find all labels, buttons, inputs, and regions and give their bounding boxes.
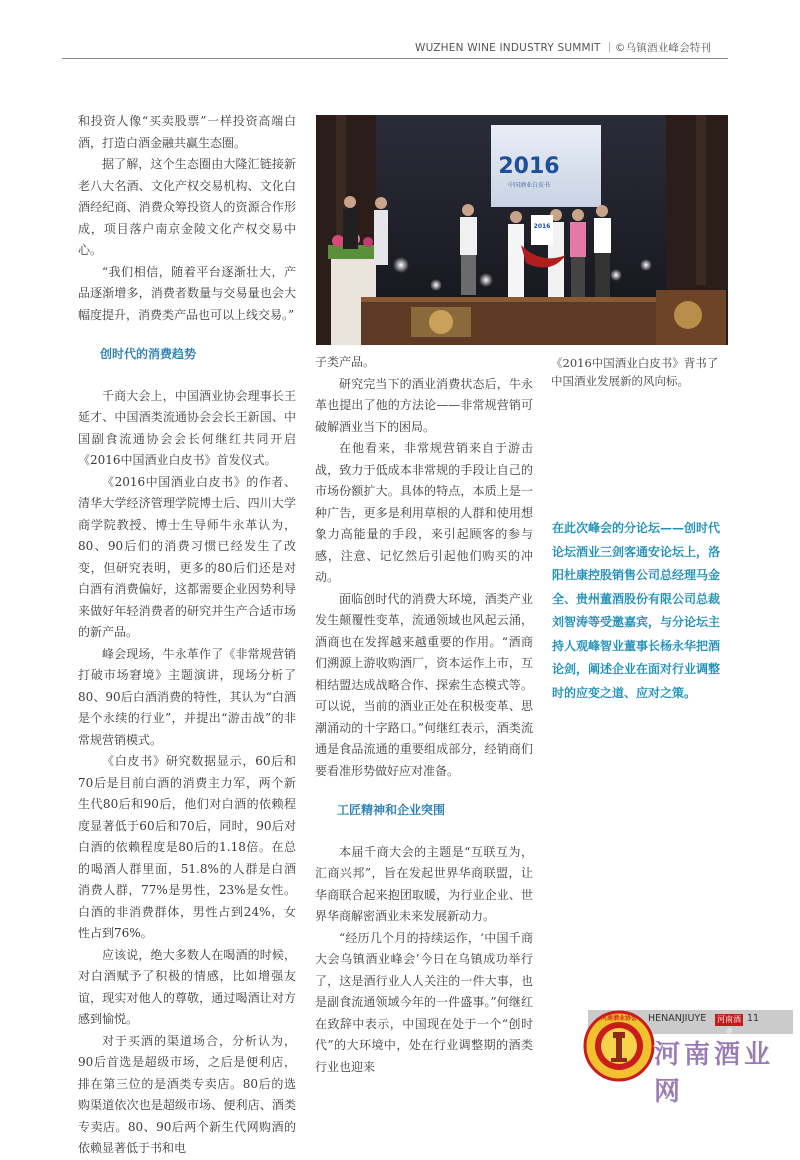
paragraph: “我们相信，随着平台逐渐壮大，产品逐渐增多，消费者数量与交易量也会大幅度提升，消费类产品也可以上线交易。” [78, 264, 296, 322]
left-column [78, 111, 296, 1160]
logo-text: 河南酒业协会 [600, 1015, 638, 1022]
paragraph: 本届千商大会的主题是“互联互为，汇商兴邦”，旨在发起世界华商联盟，让华商联合起来抱团取暖，为行业企业、世界华商解密酒业未来发展新动力。 [315, 844, 533, 923]
photo-caption: 《2016中国酒业白皮书》背书了中国酒业发展新的风向标。 [551, 356, 719, 388]
screen-year: 2016 [498, 154, 560, 179]
paragraph: 子类产品。 [315, 355, 376, 369]
middle-column [315, 352, 533, 1078]
header-rule [62, 58, 728, 59]
paragraph: 据了解，这个生态圈由大隆汇链接新老八大名酒、文化产权交易机构、文化白酒经纪商、消费众筹投资人的资源合作形成，项目落户南京金陵文化产权交易中心。 [78, 157, 296, 257]
watermark: 河南酒业网 [654, 1040, 775, 1107]
book-prop [531, 215, 553, 245]
association-logo-icon [583, 1010, 655, 1082]
screen-subtitle: 中国酒业白皮书 [507, 182, 551, 189]
paragraph: 和投资人像“买卖股票”一样投资高端白酒，打造白酒金融共赢生态圈。 [78, 114, 296, 150]
book-year: 2016 [533, 223, 551, 230]
paragraph: “经历几个月的持续运作，‘中国千商大会乌镇酒业峰会’今日在乌镇成功举行了，这是酒行业人人关注的一件大事，也是副食流通领域今年的一件盛事。”何继红在致辞中表示，中国现在处于一个“创时代”的大环境中，处在行业调整期的酒类行业也迎来 [315, 930, 533, 1074]
paragraph: 《白皮书》研究数据显示，60后和70后是目前白酒的消费主力军，两个新生代80后和90后，他们对白酒的依赖程度显著低于60后和70后，同时，90后对白酒的依赖程度是80后的1.18倍。在总的喝酒人群里面，51.8%的人群是白酒消费人群，77%是男性，23%是女性。白酒的非消费群体，男性占到24%，女性占到76%。 [78, 754, 296, 940]
stage-illustration [316, 115, 728, 345]
paragraph: 面临创时代的消费大环境，酒类产业发生颠覆性变革，流通领域也风起云涌，酒商也在发挥越来越重要的作用。“酒商们溯源上游收购酒厂，资本运作上市，互相结盟达成战略合作、探索生态模式等。可以说，当前的酒业正处在积极变革、思潮涌动的十字路口。”何继红表示，酒类流通是食品流通的重要组成部分，经销商们要看准形势做好应对准备。 [315, 591, 533, 778]
paragraph: 峰会现场，牛永革作了《非常规营销打破市场窘境》主题演讲，现场分析了80、90后白酒消费的特性，其认为“白酒是个永续的行业”，并提出“游击战”的非常规营销模式。 [78, 646, 296, 747]
paragraph: 研究完当下的酒业消费状态后，牛永革也提出了他的方法论——非常规营销可破解酒业当下的困局。 [315, 376, 533, 434]
section-heading: 工匠精神和企业突围 [337, 803, 446, 817]
event-photo [316, 115, 728, 345]
paragraph: 《2016中国酒业白皮书》的作者、清华大学经济管理学院博士后、四川大学商学院教授、博士生导师牛永革认为，80、90后们的消费习惯已经发生了改变，但研究表明，更多的80后们还是对白酒有消费偏好，这都需要企业因势利导来做好年轻消费者的研究并生产合适市场的新产品。 [78, 474, 296, 639]
paragraph: 应该说，绝大多数人在喝酒的时候，对白酒赋予了积极的情感，比如增强友谊，现实对他人的尊敬，通过喝酒让对方感到愉悦。 [78, 947, 296, 1026]
paragraph: 在他看来，非常规营销来自于游击战，致力于低成本非常规的手段让自己的市场份额扩大。具体的特点，本质上是一种广告，更多是利用草根的人群和使用想象力高能量的手段，来引起顾客的参与感，注意、记忆然后引起他们购买的冲动。 [315, 441, 533, 584]
paragraph: 千商大会上，中国酒业协会理事长王延才、中国酒类流通协会会长王新国、中国副食流通协会会长何继红共同开启《2016中国酒业白皮书》首发仪式。 [78, 388, 296, 467]
paragraph: 对于买酒的渠道场合，分析认为，90后首选是超级市场，之后是便利店，排在第三位的是酒类专卖店。80后的选购渠道依次也是超级市场、便利店、酒类专卖店。80、90后两个新生代网购酒的依赖显著低于书和电 [78, 1033, 296, 1155]
page-number: 11 [747, 1013, 760, 1024]
pull-quote: 在此次峰会的分论坛——创时代论坛酒业三剑客通安论坛上，洛阳杜康控股销售公司总经理马金全、贵州董酒股份有限公司总裁刘智涛等受邀嘉宾，与分论坛主持人观峰智业董事长杨永华把酒论剑，阐述企业在面对行业调整时的应变之道、应对之策。 [552, 521, 721, 700]
footer-badge: 河南酒业 [717, 1015, 741, 1036]
section-heading: 创时代的消费趋势 [100, 347, 197, 361]
running-header: WUZHEN WINE INDUSTRY SUMMIT ｜©乌镇酒业峰会特刊 [415, 42, 712, 54]
footer-brand: HENANJIUYE [648, 1013, 707, 1024]
